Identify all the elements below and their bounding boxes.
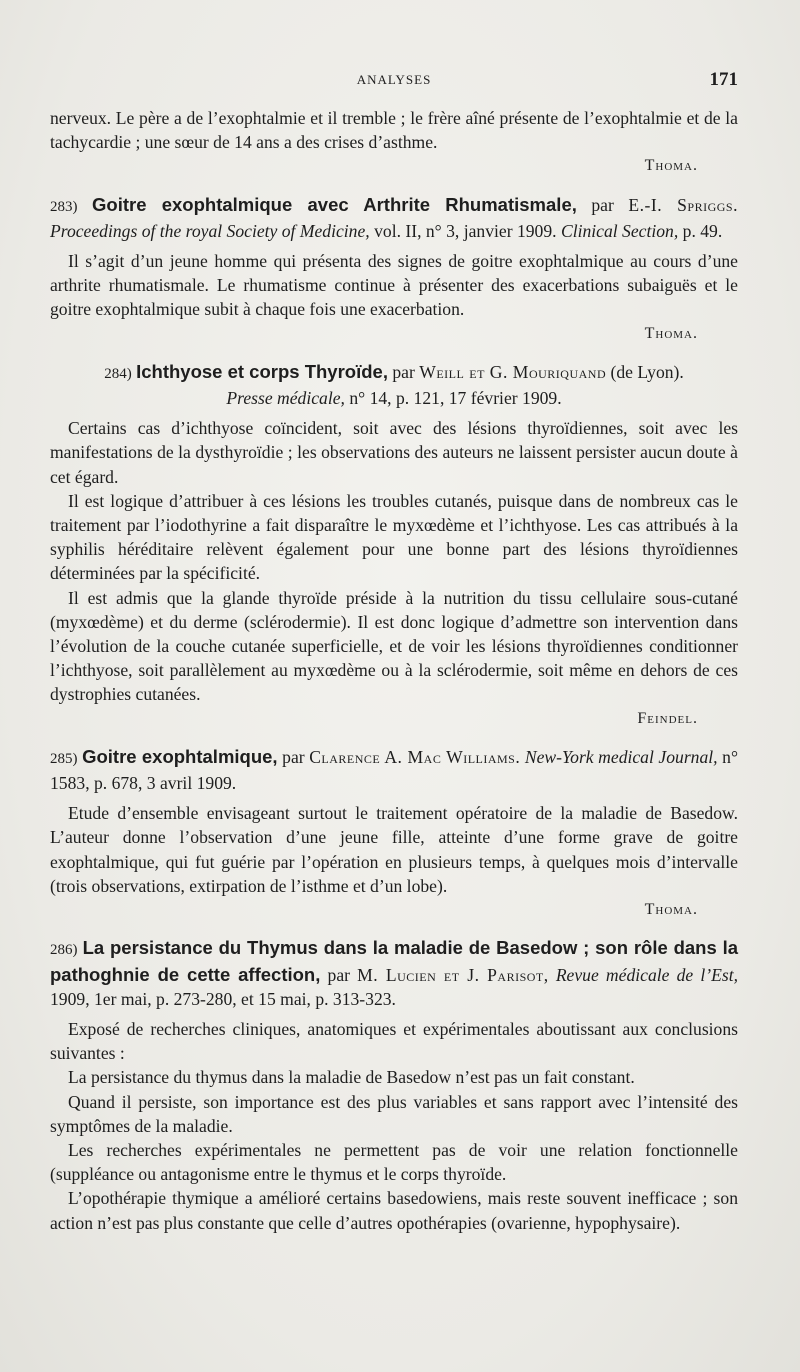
entry-by: par — [591, 194, 614, 215]
entry-title: Goitre exophtalmique avec Arthrite Rhumatismale, — [92, 193, 577, 215]
entry-source: New-York medical Journal, — [524, 746, 718, 767]
entry-title: Ichthyose et corps Thyroïde, — [136, 360, 388, 382]
entry-details: 1909, 1er mai, p. 273-280, et 15 mai, p. 313-323. — [50, 988, 396, 1009]
entry-286-citation — [50, 936, 738, 1011]
entry-source: Proceedings of the royal Society of Medicine, — [50, 220, 370, 241]
intro-paragraph: nerveux. Le père a de l’exophtalmie et il tremble ; le frère aîné présente de l’exophtalmie et de la tachycardie ; une sœur de 14 ans a des crises d’asthme. — [50, 108, 738, 153]
entry-283 — [50, 193, 738, 346]
entry-283-citation — [50, 193, 738, 243]
entry-paragraph: L’opothérapie thymique a amélioré certains basedowiens, mais reste souvent inefficace ; son action n’est pas plus constante que celle d’autres opothérapies (ovarienne, hypophysaire). — [50, 1188, 738, 1233]
entry-paragraph: Quand il persiste, son importance est des plus variables et sans rapport avec l’intensité des symptômes de la maladie. — [50, 1091, 738, 1136]
entry-284-citation — [50, 360, 738, 410]
entry-286 — [50, 936, 738, 1234]
entry-author: Weill et G. Mouriquand — [419, 361, 607, 382]
entry-paragraph: Les recherches expérimentales ne permettent pas de voir une relation fonctionnelle (suppléance ou antagonisme entre le thymus et le corps thyroïde. — [50, 1139, 738, 1185]
entry-number: 286) — [50, 942, 78, 959]
entry-285-citation — [50, 745, 738, 795]
running-title: ANALYSES — [356, 72, 432, 87]
entry-title: La persistance du Thymus dans la maladie de Basedow ; son rôle dans la pathoghnie de cette affection, — [50, 937, 738, 985]
entry-author-extra: (de Lyon). — [610, 361, 684, 382]
entry-title: Goitre exophtalmique, — [82, 745, 278, 767]
entry-number: 283) — [50, 198, 78, 215]
entry-284 — [50, 360, 738, 731]
entry-285 — [50, 745, 738, 922]
entry-signature: Thoma. — [644, 324, 698, 342]
entry-number: 285) — [50, 750, 78, 767]
entry-details-2: p. 49. — [682, 220, 723, 241]
entry-by: par — [282, 746, 305, 767]
entry-number: 284) — [104, 365, 132, 382]
entry-paragraph: Certains cas d’ichthyose coïncident, soit avec des lésions thyroïdiennes, soit avec les manifestations de la dysthyroïdie ; les observations des auteurs ne laissent persister aucun doute à cet égard. — [50, 418, 738, 487]
entry-source-2: Clinical Section, — [560, 220, 679, 241]
entry-paragraph: Il est admis que la glande thyroïde préside à la nutrition du tissu cellulaire sous-cutané (myxœdème) et du derme (sclérodermie). Il est donc logique d’admettre son intervention dans l’évolution de la couche cutanée superficielle, et de voir les lésions thyroïdiennes conditionner l’ichthyose, soit parallèlement au myxœdème ou à la sclérodermie, soit même en dehors de ces dystrophies cutanées. — [50, 587, 738, 705]
entry-source: Presse médicale, — [226, 388, 345, 409]
intro-signature: Thoma. — [644, 157, 698, 175]
entry-details: vol. II, n° 3, janvier 1909. — [374, 220, 557, 241]
entry-paragraph: Il s’agit d’un jeune homme qui présenta des signes de goitre exophtalmique au cours d’une arthrite rhumatismale. Le rhumatisme continue à présenter des exacerbations subaiguës et le goitre exophtalmique subit à chaque fois une exacerbation. — [50, 251, 738, 320]
entry-by: par — [327, 964, 350, 985]
entry-source: Revue médicale de l’Est, — [555, 964, 738, 985]
entry-by: par — [392, 361, 415, 382]
entry-signature: Thoma. — [644, 901, 698, 919]
entry-details: n° 14, p. 121, 17 février 1909. — [349, 388, 562, 409]
page-header — [50, 69, 738, 96]
entry-details: n° 1583, p. 678, 3 avril 1909. — [50, 746, 738, 794]
page-body — [50, 106, 738, 1235]
entry-paragraph: La persistance du thymus dans la maladie de Basedow n’est pas un fait constant. — [68, 1067, 635, 1088]
entry-signature: Feindel. — [637, 709, 698, 727]
entry-author: M. Lucien et J. Parisot, — [357, 964, 549, 985]
entry-paragraph: Exposé de recherches cliniques, anatomiques et expérimentales aboutissant aux conclusions suivantes : — [50, 1018, 738, 1064]
page-number: 171 — [709, 69, 738, 90]
entry-author: E.-I. Spriggs. — [628, 194, 738, 215]
entry-paragraph: Il est logique d’attribuer à ces lésions les troubles cutanés, puisque dans de nombreux cas le traitement par l’iodothyrine a fait disparaître le myxœdème et l’ichthyose. Les cas attribués à la syphilis héréditaire relèvent également pour une bonne part des lésions thyroïdiennes déterminées par la spécificité. — [50, 490, 738, 584]
entry-author: Clarence A. Mac Williams. — [309, 746, 521, 767]
entry-paragraph: Etude d’ensemble envisageant surtout le traitement opératoire de la maladie de Basedow. L’auteur donne l’observation d’une jeune fille, atteinte d’une forme grave de goitre exophtalmique, qui fut guérie par l’opération en plusieurs temps, à quelques mois d’intervalle (trois observations, extirpation de l’isthme et d’un lobe). — [50, 803, 738, 896]
